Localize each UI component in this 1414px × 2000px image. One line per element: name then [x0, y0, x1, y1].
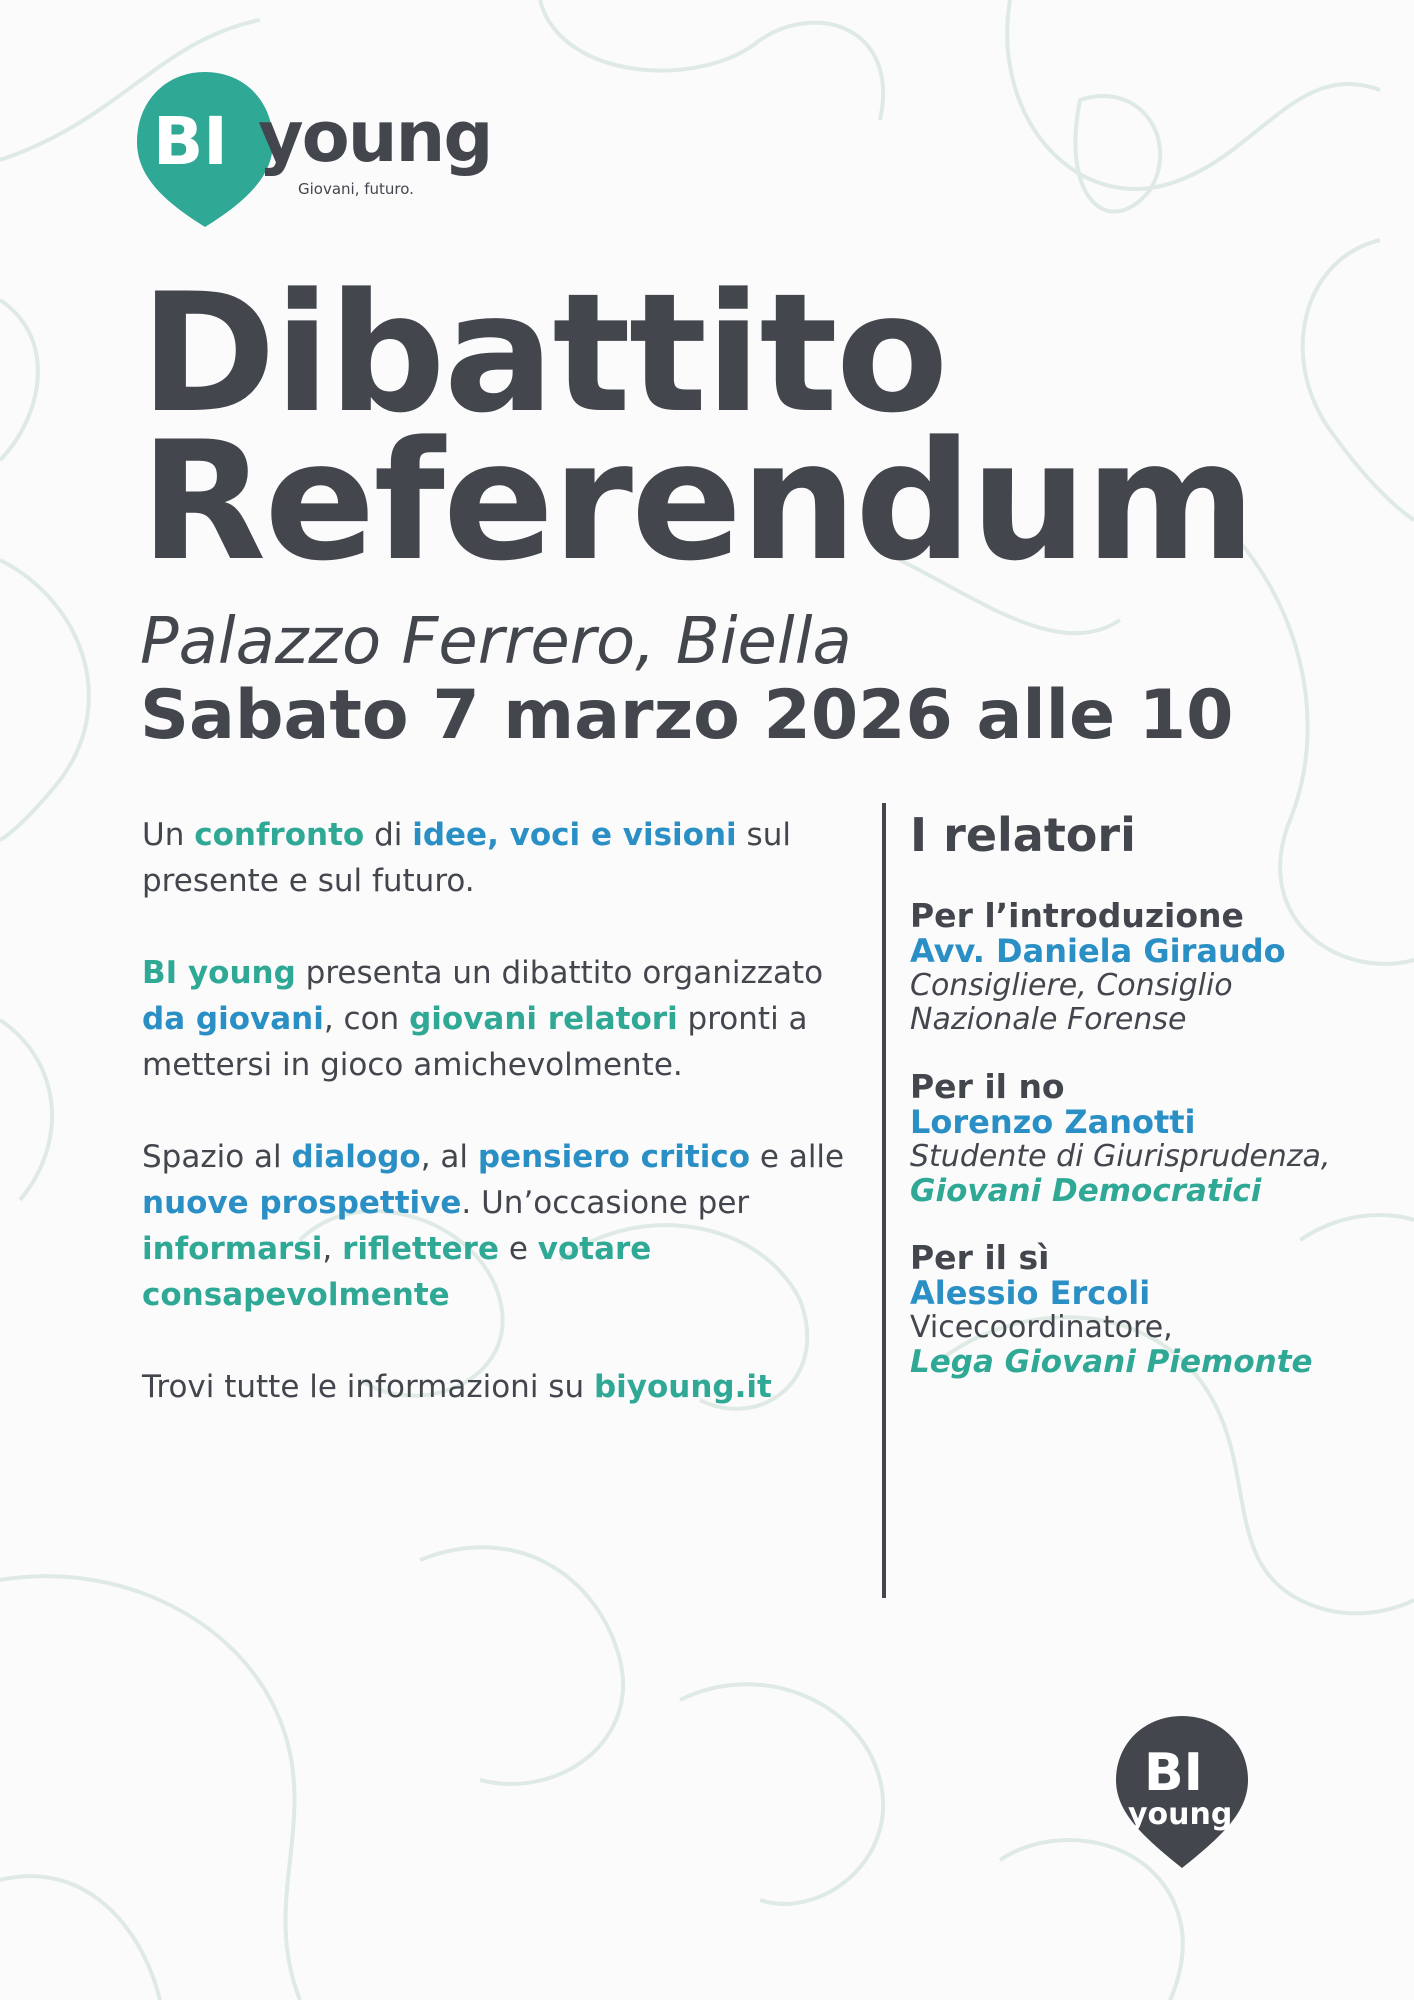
speaker-si	[910, 1240, 1370, 1379]
text-run: di	[364, 817, 413, 853]
highlight-text: idee, voci e visioni	[412, 817, 737, 853]
logo-mark: BI	[1144, 1743, 1203, 1803]
highlight-text: confronto	[194, 817, 365, 853]
intro-paragraph-4	[142, 1364, 862, 1410]
speaker-name: Lorenzo Zanotti	[910, 1103, 1196, 1141]
logo-wordmark: young	[258, 96, 492, 178]
text-run: pronti a mettersi in gioco amichevolmente.	[142, 1001, 808, 1083]
text-run: presenta un dibattito organizzato	[295, 955, 824, 991]
text-run: . Un’occasione per	[461, 1185, 750, 1221]
logo-wordmark: young	[1128, 1797, 1233, 1832]
speaker-role: Per l’introduzione	[910, 896, 1244, 935]
event-venue: Palazzo Ferrero, Biella	[140, 605, 852, 679]
speaker-organization: Lega Giovani Piemonte	[910, 1344, 1313, 1380]
speaker-no	[910, 1069, 1370, 1208]
speakers-section	[910, 808, 1370, 1411]
event-datetime: Sabato 7 marzo 2026 alle 10	[140, 676, 1234, 755]
text-run: sul presente e sul futuro.	[142, 817, 791, 899]
highlight-text: votare consapevolmente	[142, 1231, 652, 1313]
text-run: ,	[322, 1231, 343, 1267]
highlight-text: BI young	[142, 955, 296, 991]
event-title	[140, 258, 1254, 597]
speaker-role: Per il no	[910, 1067, 1065, 1106]
highlight-text: riflettere	[342, 1231, 499, 1267]
speaker-description: Studente di Giurisprudenza,	[910, 1139, 1331, 1174]
logo-mark: BI	[153, 103, 228, 180]
column-divider	[882, 803, 886, 1598]
speaker-role: Per il sì	[910, 1238, 1050, 1277]
speaker-description: Consigliere, Consiglio Nazionale Forense	[910, 968, 1233, 1037]
text-run: e	[498, 1231, 538, 1267]
highlight-text: pensiero critico	[477, 1139, 751, 1175]
text-run: Spazio al	[142, 1139, 292, 1175]
intro-text	[142, 812, 862, 1456]
intro-paragraph-1	[142, 812, 862, 904]
text-run: Un	[142, 817, 195, 853]
biyoung-logo-bottom	[1112, 1712, 1252, 1872]
highlight-text: informarsi	[142, 1231, 323, 1267]
highlight-text: dialogo	[291, 1139, 421, 1175]
text-run: e alle	[750, 1139, 845, 1175]
speakers-heading: I relatori	[910, 808, 1136, 862]
speaker-description: Vicecoordinatore,	[910, 1310, 1173, 1345]
speaker-name: Alessio Ercoli	[910, 1274, 1151, 1312]
logo-tagline: Giovani, futuro.	[298, 180, 414, 198]
speaker-name: Avv. Daniela Giraudo	[910, 932, 1286, 970]
title-line-1: Dibattito	[140, 258, 947, 449]
speaker-intro	[910, 898, 1370, 1037]
intro-paragraph-2	[142, 950, 862, 1088]
highlight-text: nuove prospettive	[142, 1185, 462, 1221]
website-link[interactable]: biyoung.it	[593, 1369, 772, 1405]
speaker-organization: Giovani Democratici	[910, 1173, 1262, 1209]
text-run: , con	[323, 1001, 410, 1037]
text-run: Trovi tutte le informazioni su	[142, 1369, 594, 1405]
highlight-text: giovani relatori	[409, 1001, 678, 1037]
title-line-2: Referendum	[140, 406, 1254, 597]
text-run: , al	[420, 1139, 478, 1175]
highlight-text: da giovani	[142, 1001, 324, 1037]
intro-paragraph-3	[142, 1134, 862, 1318]
